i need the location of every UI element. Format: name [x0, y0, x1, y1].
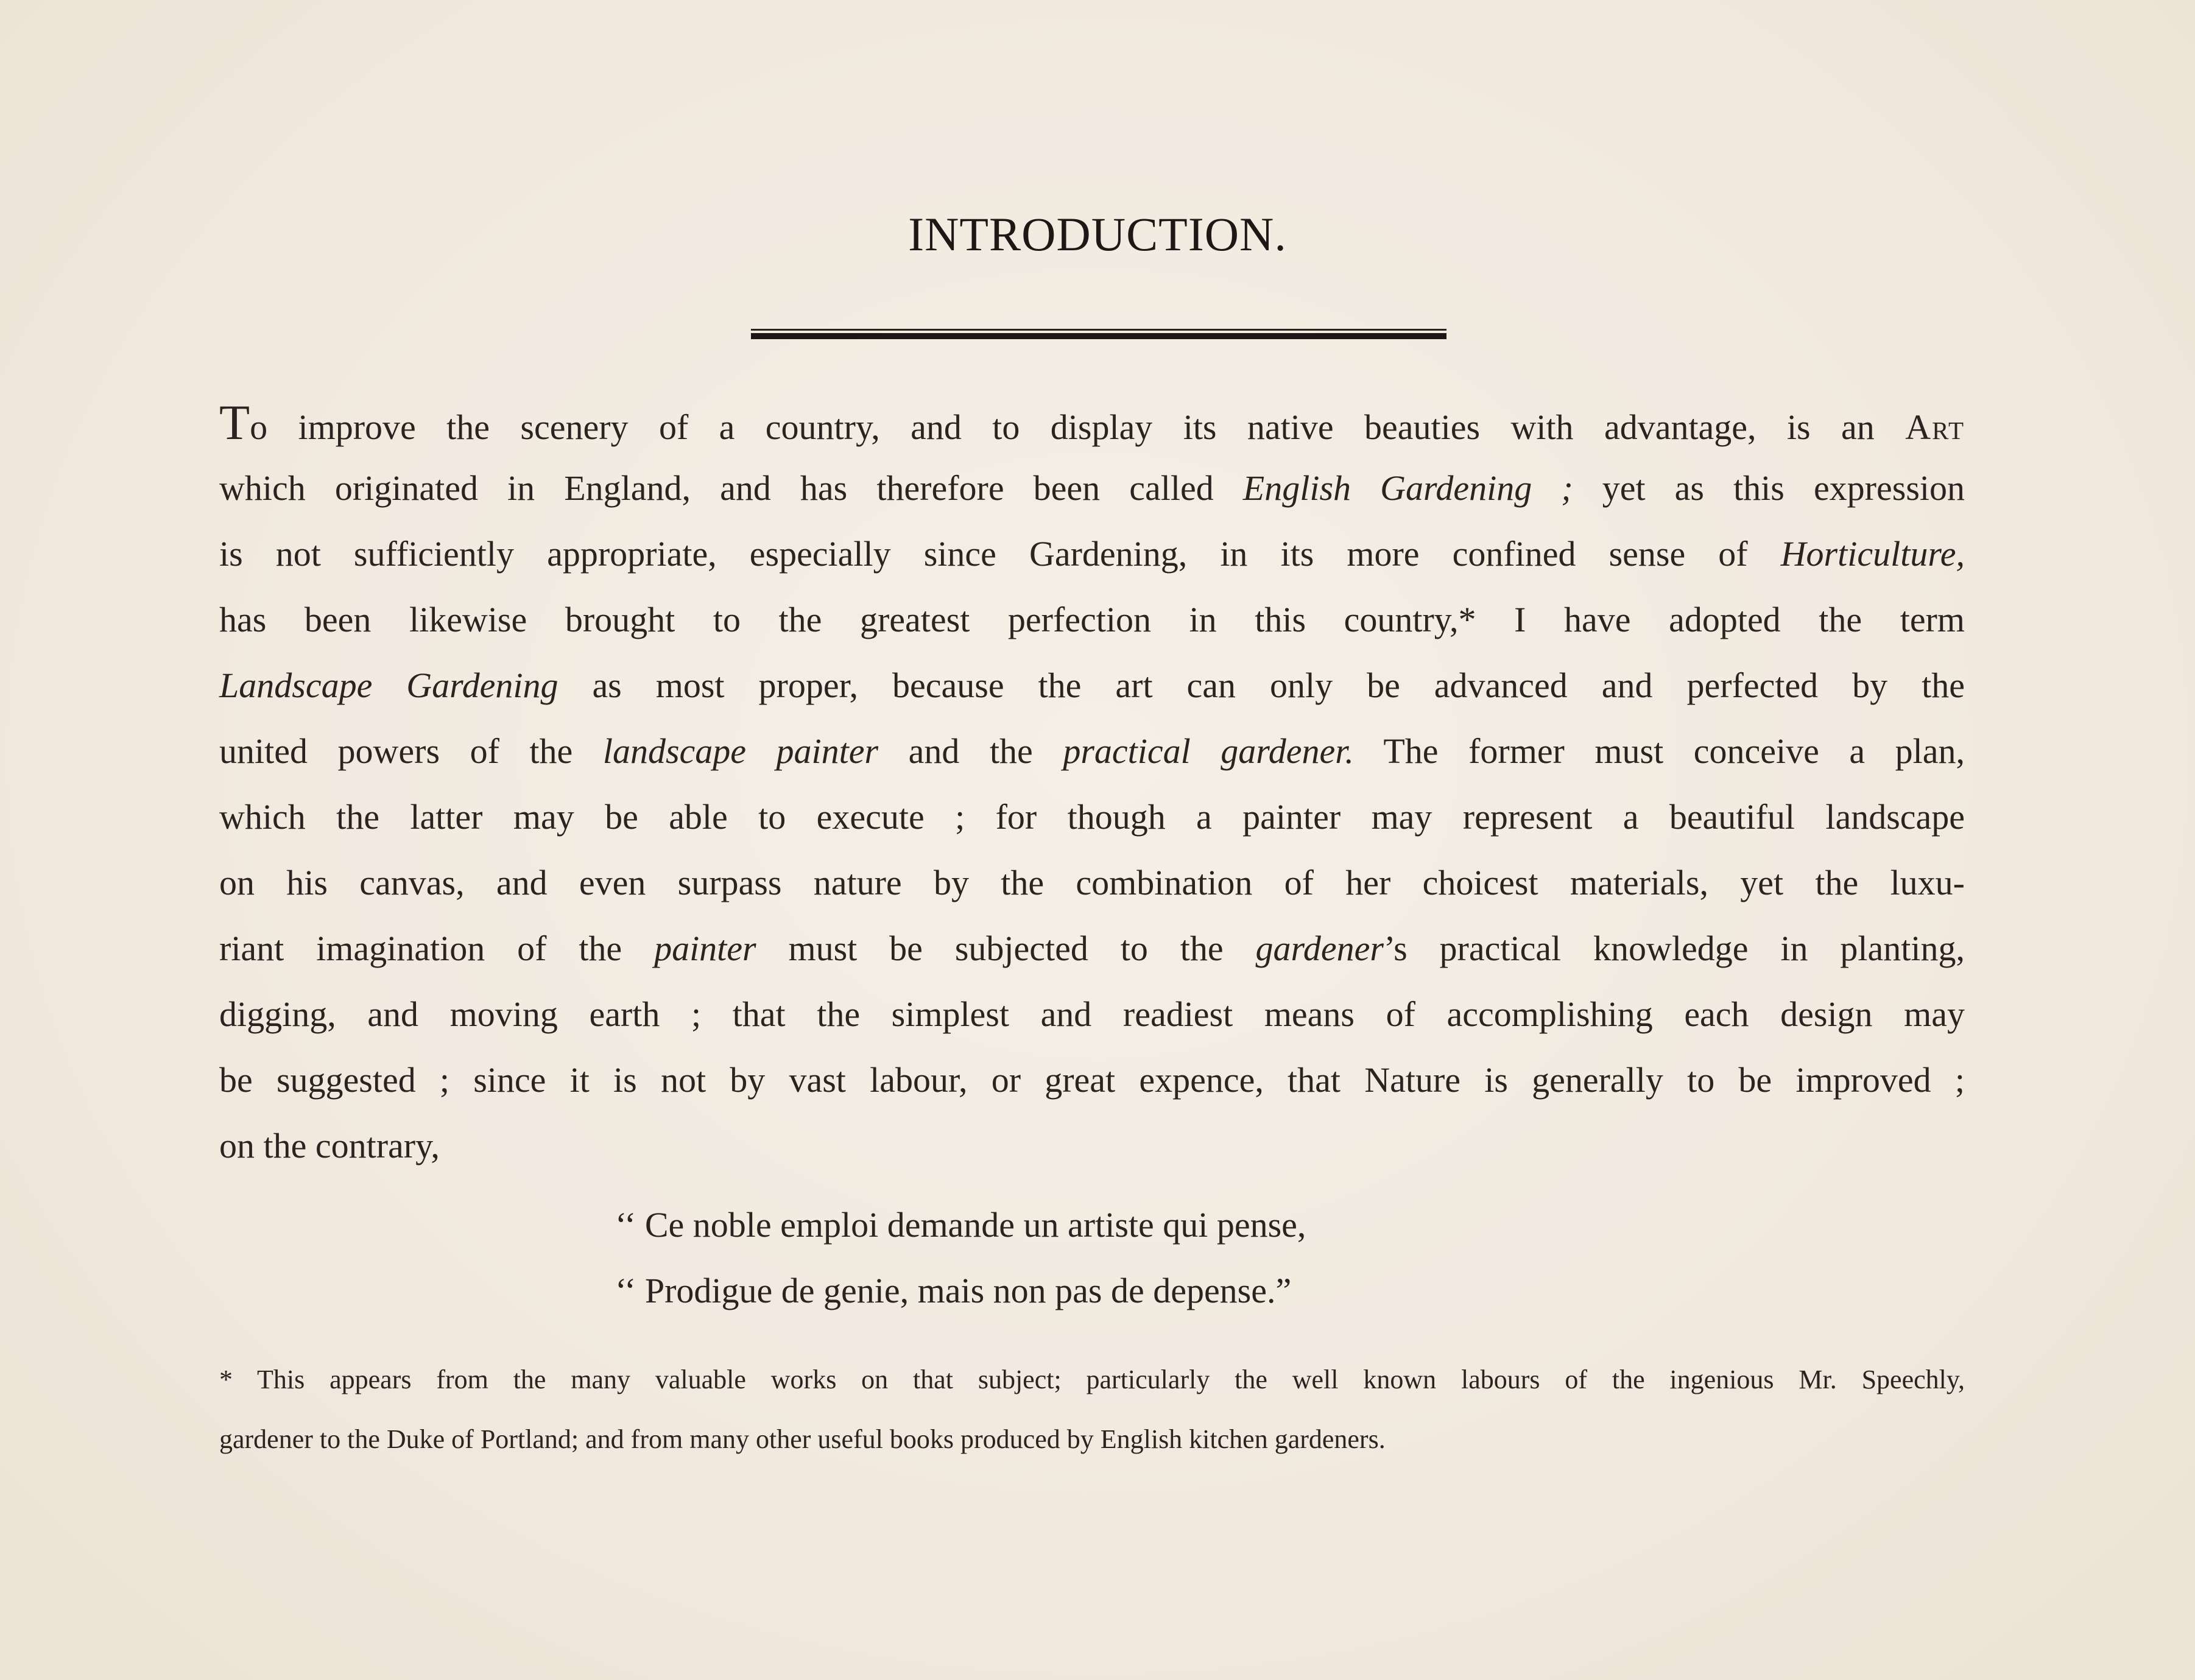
italic-phrase: painter [654, 929, 756, 968]
paragraph-line: on the contrary, [219, 1126, 440, 1165]
drop-cap: T [219, 395, 250, 450]
paragraph-line: To improve the scenery of a country, and to display its native beauties with advantage, is an Art [219, 395, 1965, 450]
paragraph-line: on his canvas, and even surpass nature by the combination of her choicest materials, yet the luxu- [219, 863, 1965, 902]
italic-phrase: Horticulture, [1780, 534, 1965, 574]
small-caps-word: Art [1905, 407, 1965, 447]
paragraph-line: united powers of the landscape painter and the practical gardener. The former must conceive a plan, [219, 731, 1965, 771]
paragraph-line: Landscape Gardening as most proper, because the art can only be advanced and perfected by the [219, 666, 1965, 705]
footnote-line: gardener to the Duke of Portland; and from many other useful books produced by English kitchen gardeners. [219, 1424, 1386, 1454]
page-title: INTRODUCTION. [908, 208, 1287, 261]
rule-thick-line [751, 333, 1446, 339]
italic-phrase: English Gardening ; [1242, 468, 1573, 508]
title-rule [751, 329, 1446, 340]
paragraph-line: be suggested ; since it is not by vast labour, or great expence, that Nature is generally to be improved ; [219, 1060, 1965, 1100]
italic-phrase: Landscape Gardening [219, 666, 558, 705]
main-paragraph [219, 390, 1965, 1179]
quote-line: ‘‘ Prodigue de genie, mais non pas de depense.” [615, 1271, 1292, 1310]
footnote-line: * This appears from the many valuable works on that subject; particularly the well known labours of the ingenious Mr. Speechly, [219, 1365, 1965, 1394]
rule-thin-line [751, 329, 1446, 331]
quote-line: ‘‘ Ce noble emploi demande un artiste qui pense, [615, 1205, 1306, 1245]
paragraph-line: is not sufficiently appropriate, especially since Gardening, in its more confined sense of Horticulture, [219, 534, 1965, 574]
paragraph-line: digging, and moving earth ; that the simplest and readiest means of accomplishing each design may [219, 994, 1965, 1034]
italic-phrase: gardener [1255, 929, 1384, 968]
paragraph-line: has been likewise brought to the greatest perfection in this country,* I have adopted the term [219, 600, 1965, 639]
paragraph-line: riant imagination of the painter must be subjected to the gardener’s practical knowledge in planting, [219, 929, 1965, 968]
italic-phrase: landscape painter [602, 731, 879, 771]
paragraph-line: which the latter may be able to execute ; for though a painter may represent a beautiful landscape [219, 797, 1965, 837]
paragraph-line: which originated in England, and has therefore been called English Gardening ; yet as this expression [219, 468, 1965, 508]
italic-phrase: practical gardener. [1063, 731, 1354, 771]
